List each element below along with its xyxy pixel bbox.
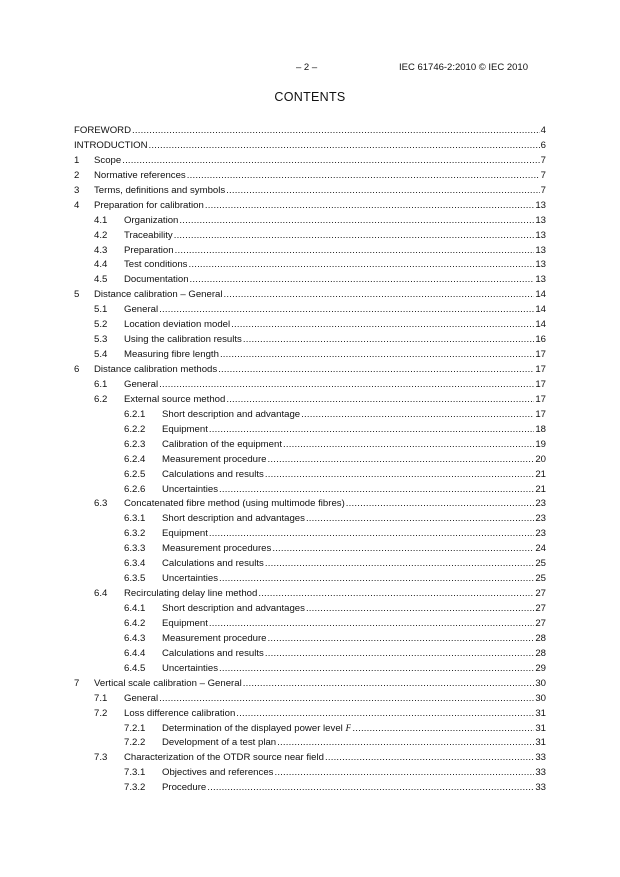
- toc-entry[interactable]: [74, 154, 546, 169]
- toc-entry-label-text: Traceability: [124, 229, 173, 241]
- toc-entry-label-text: INTRODUCTION: [74, 139, 148, 151]
- toc-entry-label[interactable]: [94, 154, 121, 169]
- toc-entry-number: 6.4.5: [124, 662, 146, 674]
- toc-entry-page[interactable]: 13: [535, 259, 546, 271]
- toc-entry[interactable]: [74, 542, 546, 557]
- toc-entry-label-text: Calculations and results: [162, 647, 264, 659]
- toc-entry-page[interactable]: 23: [535, 513, 546, 525]
- toc-entry[interactable]: [74, 199, 546, 214]
- toc-leader-dots: [159, 303, 534, 318]
- toc-entry-number: 4.5: [94, 274, 108, 286]
- toc-entry-page[interactable]: 19: [535, 438, 546, 450]
- toc-entry[interactable]: [74, 288, 546, 303]
- toc-entry-label[interactable]: [94, 199, 204, 214]
- toc-entry-label[interactable]: [162, 662, 218, 677]
- toc-entry-number: 6.3.5: [124, 573, 146, 585]
- toc-leader-dots: [231, 318, 534, 333]
- toc-entry-label-text: Measuring fibre length: [124, 349, 219, 361]
- toc-entry-page[interactable]: 20: [535, 453, 546, 465]
- toc-entry-number: 6.2.1: [124, 408, 146, 420]
- toc-leader-dots: [243, 333, 534, 348]
- toc-entry[interactable]: [74, 438, 546, 453]
- toc-entry-label-text: Scope: [94, 154, 122, 166]
- toc-entry-label-text: Preparation for calibration: [94, 199, 204, 211]
- toc-entry-label[interactable]: [94, 288, 223, 303]
- toc-entry-page[interactable]: 14: [535, 304, 546, 316]
- toc-entry-label-text: Short description and advantages: [162, 603, 305, 614]
- contents-title: CONTENTS: [274, 90, 346, 104]
- toc-entry-number: 7.3: [94, 752, 108, 764]
- toc-entry-number: 6.2.6: [124, 483, 146, 495]
- toc-entry-number: 7.2.2: [124, 737, 146, 749]
- toc-leader-dots: [258, 587, 534, 602]
- toc-entry-label-text: Uncertainties: [162, 573, 218, 585]
- toc-entry-label-text: Objectives and references: [162, 767, 274, 779]
- toc-leader-dots: [159, 692, 534, 707]
- toc-entry-page[interactable]: 31: [535, 737, 546, 749]
- toc-entry-label[interactable]: [162, 542, 271, 557]
- toc-entry-label[interactable]: [124, 497, 345, 512]
- toc-entry-label-text: Terms, definitions and symbols: [94, 184, 226, 196]
- toc-entry[interactable]: [74, 647, 546, 662]
- toc-leader-dots: [265, 468, 534, 483]
- toc-entry[interactable]: [74, 214, 546, 229]
- toc-entry-label[interactable]: [162, 512, 305, 527]
- toc-entry-page[interactable]: 33: [535, 767, 546, 779]
- toc-entry[interactable]: [74, 527, 546, 542]
- toc-entry-page[interactable]: 16: [535, 334, 546, 346]
- toc-entry-number: 7.1: [94, 692, 108, 704]
- toc-entry-page[interactable]: 23: [535, 498, 546, 510]
- toc-entry[interactable]: [74, 258, 546, 273]
- toc-entry[interactable]: [74, 736, 546, 751]
- toc-entry-label[interactable]: [124, 303, 158, 318]
- toc-entry-label[interactable]: [162, 572, 218, 587]
- toc-entry-page[interactable]: 13: [535, 244, 546, 256]
- toc-entry-number: 6.3.3: [124, 543, 146, 555]
- toc-entry-label[interactable]: [74, 124, 131, 139]
- toc-entry[interactable]: [74, 393, 546, 408]
- toc-entry[interactable]: [74, 722, 546, 737]
- toc-leader-dots: [224, 288, 535, 303]
- toc-entry-page[interactable]: 28: [535, 632, 546, 644]
- toc-entry-page[interactable]: 14: [535, 319, 546, 331]
- toc-entry-number: 6.4.3: [124, 632, 146, 644]
- toc-entry-label[interactable]: [162, 527, 208, 542]
- toc-entry-page[interactable]: 23: [535, 528, 546, 540]
- toc-entry-page[interactable]: 29: [535, 662, 546, 674]
- toc-entry-label-text: General: [124, 304, 159, 316]
- toc-entry-label[interactable]: [162, 766, 273, 781]
- toc-entry-label-text: Distance calibration methods: [94, 364, 218, 375]
- toc-entry-label[interactable]: [162, 736, 276, 751]
- toc-leader-dots: [268, 632, 535, 647]
- toc-entry-label-text: Calculations and results: [162, 468, 264, 480]
- toc-entry-number: 1: [74, 154, 80, 166]
- toc-entry-label-text: Using the calibration results: [124, 334, 242, 346]
- toc-entry-label-text: Calculations and results: [162, 558, 264, 570]
- toc-leader-dots: [205, 199, 534, 214]
- toc-entry-label-text: Equipment: [162, 528, 208, 540]
- toc-entry-page[interactable]: 21: [535, 483, 546, 495]
- toc-entry[interactable]: [74, 572, 546, 587]
- toc-entry-number: 4.2: [94, 229, 108, 241]
- toc-entry[interactable]: [74, 408, 546, 423]
- toc-entry-label-text: Documentation: [124, 274, 189, 286]
- toc-entry-page[interactable]: 13: [535, 199, 546, 211]
- toc-leader-dots: [188, 258, 534, 273]
- toc-entry-label-text: Characterization of the OTDR source near field: [124, 752, 324, 764]
- toc-entry-number: 6.4: [94, 588, 108, 600]
- toc-entry-page[interactable]: 27: [535, 603, 546, 614]
- toc-entry-label-text: General: [124, 692, 159, 704]
- toc-entry-label-text: Short description and advantage: [162, 408, 301, 420]
- toc-entry-label-symbol: F: [345, 722, 352, 734]
- toc-leader-dots: [122, 154, 539, 169]
- toc-entry-label-text: Measurement procedure: [162, 453, 267, 465]
- toc-entry-label[interactable]: [124, 273, 189, 288]
- toc-entry-label[interactable]: [162, 453, 267, 468]
- toc-entry-label-text: Measurement procedures: [162, 543, 272, 555]
- toc-entry-page[interactable]: 13: [535, 214, 546, 226]
- toc-entry-page[interactable]: 28: [535, 647, 546, 659]
- toc-entry-label-text: Preparation: [124, 244, 174, 256]
- toc-entry-page[interactable]: 17: [535, 349, 546, 361]
- toc-entry-page[interactable]: 17: [535, 378, 546, 390]
- toc-entry-number: 7.2.1: [124, 722, 146, 734]
- toc-leader-dots: [325, 751, 534, 766]
- toc-entry-number: 6.4.1: [124, 603, 146, 614]
- toc-entry-label-text: General: [124, 378, 159, 390]
- toc-entry[interactable]: [74, 677, 546, 692]
- toc-entry-number: 6.2: [94, 393, 108, 405]
- toc-entry-label[interactable]: [94, 677, 242, 692]
- toc-entry[interactable]: [74, 617, 546, 632]
- toc-leader-dots: [243, 677, 535, 692]
- toc-entry[interactable]: [74, 229, 546, 244]
- toc-entry-number: 6.3: [94, 498, 108, 510]
- toc-leader-dots: [219, 662, 534, 677]
- toc-leader-dots: [174, 229, 535, 244]
- toc-entry-number: 7.3.1: [124, 767, 146, 779]
- toc-entry-label[interactable]: [162, 617, 208, 632]
- toc-entry-page[interactable]: 13: [535, 229, 546, 241]
- toc-entry-page[interactable]: 21: [535, 468, 546, 480]
- toc-entry-label-text: Concatenated fibre method (using multimode fibres): [124, 498, 345, 510]
- toc-entry-label-text: Uncertainties: [162, 483, 218, 495]
- toc-entry-label[interactable]: [124, 318, 230, 333]
- toc-entry[interactable]: [74, 333, 546, 348]
- toc-entry-label[interactable]: [124, 229, 173, 244]
- toc-entry-label[interactable]: [124, 258, 187, 273]
- toc-entry-page[interactable]: 13: [535, 274, 546, 286]
- toc-entry-number: 4.1: [94, 214, 108, 226]
- toc-entry[interactable]: [74, 378, 546, 393]
- toc-entry-page[interactable]: 33: [535, 752, 546, 764]
- toc-entry-number: 4: [74, 199, 80, 211]
- toc-entry-label-text: Short description and advantages: [162, 513, 305, 525]
- toc-entry-number: 7.2: [94, 707, 108, 719]
- toc-entry-page[interactable]: 24: [535, 543, 546, 555]
- toc-entry-number: 5.1: [94, 304, 108, 316]
- toc-entry[interactable]: [74, 184, 546, 199]
- toc-entry-label[interactable]: [94, 184, 225, 199]
- toc-entry-label-text: Normative references: [94, 169, 186, 181]
- toc-leader-dots: [209, 423, 534, 438]
- page-header-number: – 2 –: [296, 62, 318, 73]
- toc-entry-page[interactable]: 7: [540, 169, 546, 181]
- toc-entry-label[interactable]: [94, 169, 186, 184]
- table-of-contents: [74, 124, 546, 796]
- toc-entry-label[interactable]: [94, 363, 217, 378]
- toc-entry-label[interactable]: [124, 333, 242, 348]
- toc-leader-dots: [219, 572, 534, 587]
- toc-entry[interactable]: [74, 169, 546, 184]
- toc-entry-label-text: Development of a test plan: [162, 737, 277, 749]
- toc-entry-number: 6.3.1: [124, 513, 146, 525]
- toc-entry-page[interactable]: 27: [535, 588, 546, 600]
- toc-entry-label[interactable]: [124, 587, 257, 602]
- toc-entry-page[interactable]: 4: [540, 125, 546, 136]
- toc-leader-dots: [277, 736, 534, 751]
- toc-entry-label-text: Organization: [124, 214, 179, 226]
- toc-entry-number: 6.2.5: [124, 468, 146, 480]
- toc-entry-page[interactable]: 25: [535, 558, 546, 570]
- toc-entry-label[interactable]: [162, 602, 305, 617]
- toc-entry-label-text: Uncertainties: [162, 662, 218, 674]
- toc-entry[interactable]: [74, 587, 546, 602]
- toc-entry-label[interactable]: [162, 468, 264, 483]
- toc-entry-label[interactable]: [124, 751, 324, 766]
- toc-leader-dots: [226, 184, 539, 199]
- toc-leader-dots: [272, 542, 534, 557]
- toc-entry-page[interactable]: 25: [535, 573, 546, 585]
- toc-entry-page[interactable]: 30: [535, 677, 546, 689]
- toc-entry-label-text: Determination of the displayed power level: [162, 722, 343, 734]
- toc-leader-dots: [149, 139, 540, 154]
- toc-entry[interactable]: [74, 512, 546, 527]
- page-header-standard: IEC 61746-2:2010 © IEC 2010: [399, 62, 529, 73]
- toc-leader-dots: [268, 453, 535, 468]
- toc-entry-label-text: Location deviation model: [124, 319, 231, 331]
- toc-entry[interactable]: [74, 602, 546, 617]
- toc-leader-dots: [236, 707, 534, 722]
- toc-leader-dots: [187, 169, 540, 184]
- toc-leader-dots: [159, 378, 534, 393]
- toc-entry-label[interactable]: [162, 483, 218, 498]
- toc-leader-dots: [265, 557, 534, 572]
- toc-entry[interactable]: [74, 423, 546, 438]
- toc-entry[interactable]: [74, 468, 546, 483]
- toc-entry-label-text: Recirculating delay line method: [124, 588, 258, 600]
- toc-entry[interactable]: [74, 766, 546, 781]
- toc-entry-page[interactable]: 17: [535, 364, 546, 375]
- toc-entry-page[interactable]: 6: [540, 139, 546, 151]
- toc-leader-dots: [179, 214, 534, 229]
- toc-entry-label[interactable]: [124, 707, 235, 722]
- toc-leader-dots: [207, 781, 534, 796]
- toc-entry-label-text: Procedure: [162, 782, 207, 794]
- toc-entry[interactable]: [74, 557, 546, 572]
- toc-leader-dots: [352, 722, 534, 737]
- toc-entry-label[interactable]: [124, 692, 158, 707]
- toc-leader-dots: [301, 408, 534, 423]
- toc-entry-number: 4.3: [94, 244, 108, 256]
- toc-leader-dots: [274, 766, 534, 781]
- toc-entry-label-text: Loss difference calibration: [124, 707, 236, 719]
- toc-entry[interactable]: [74, 692, 546, 707]
- toc-entry-label-text: External source method: [124, 393, 226, 405]
- toc-entry-label-text: Measurement procedure: [162, 632, 267, 644]
- toc-entry-label[interactable]: [124, 378, 158, 393]
- toc-entry-label[interactable]: [124, 214, 178, 229]
- toc-entry-label[interactable]: [162, 438, 282, 453]
- toc-entry-label[interactable]: [162, 408, 300, 423]
- toc-entry-label-text: Test conditions: [124, 259, 188, 271]
- toc-entry-label[interactable]: [162, 557, 264, 572]
- toc-entry-page[interactable]: 18: [535, 423, 546, 435]
- toc-entry[interactable]: [74, 751, 546, 766]
- toc-leader-dots: [218, 363, 534, 378]
- toc-entry[interactable]: [74, 453, 546, 468]
- toc-leader-dots: [226, 393, 534, 408]
- toc-leader-dots: [132, 124, 540, 139]
- toc-entry-number: 6.4.4: [124, 647, 146, 659]
- toc-entry[interactable]: [74, 497, 546, 512]
- toc-entry-number: 6.2.2: [124, 423, 146, 435]
- toc-leader-dots: [220, 348, 534, 363]
- toc-entry-label[interactable]: [162, 647, 264, 662]
- toc-entry[interactable]: [74, 781, 546, 796]
- toc-entry[interactable]: [74, 363, 546, 378]
- toc-entry-page[interactable]: 27: [535, 617, 546, 629]
- toc-entry-page[interactable]: 7: [540, 154, 546, 166]
- toc-leader-dots: [209, 527, 534, 542]
- toc-leader-dots: [283, 438, 534, 453]
- toc-entry[interactable]: [74, 662, 546, 677]
- toc-entry[interactable]: [74, 139, 546, 154]
- toc-entry[interactable]: [74, 273, 546, 288]
- toc-entry[interactable]: [74, 303, 546, 318]
- toc-entry[interactable]: [74, 483, 546, 498]
- toc-entry-label-text: Vertical scale calibration – General: [94, 677, 242, 689]
- toc-entry[interactable]: [74, 244, 546, 259]
- toc-entry-page[interactable]: 17: [535, 393, 546, 405]
- toc-entry-label-text: Distance calibration – General: [94, 289, 223, 301]
- toc-entry-page[interactable]: 7: [540, 184, 546, 196]
- toc-entry-label[interactable]: [124, 348, 219, 363]
- toc-leader-dots: [265, 647, 534, 662]
- toc-entry-page[interactable]: 33: [535, 782, 546, 794]
- toc-entry[interactable]: [74, 707, 546, 722]
- toc-entry-number: 6.1: [94, 378, 108, 390]
- toc-entry[interactable]: [74, 632, 546, 647]
- toc-entry-number: 6.3.4: [124, 558, 146, 570]
- toc-entry-page[interactable]: 31: [535, 707, 546, 719]
- toc-entry-label[interactable]: [162, 423, 208, 438]
- toc-entry-label[interactable]: [162, 722, 351, 737]
- toc-entry-number: 6.3.2: [124, 528, 146, 540]
- toc-entry-number: 7: [74, 677, 80, 689]
- toc-entry-number: 5.2: [94, 319, 108, 331]
- toc-entry-number: 7.3.2: [124, 782, 146, 794]
- toc-entry-label-text: Calibration of the equipment: [162, 438, 282, 450]
- toc-entry-label[interactable]: [162, 781, 206, 796]
- toc-entry-page[interactable]: 31: [535, 722, 546, 734]
- toc-entry-number: 2: [74, 169, 80, 181]
- toc-leader-dots: [175, 244, 535, 259]
- toc-entry-number: 6: [74, 364, 80, 375]
- toc-entry[interactable]: [74, 124, 546, 139]
- toc-entry[interactable]: [74, 318, 546, 333]
- toc-leader-dots: [190, 273, 535, 288]
- toc-entry-label[interactable]: [162, 632, 267, 647]
- toc-entry-label[interactable]: [124, 244, 174, 259]
- toc-leader-dots: [306, 512, 534, 527]
- toc-leader-dots: [209, 617, 534, 632]
- toc-entry-label-text: Equipment: [162, 617, 208, 629]
- toc-entry-number: 6.2.4: [124, 453, 146, 465]
- toc-leader-dots: [306, 602, 534, 617]
- toc-entry-label-text: Equipment: [162, 423, 208, 435]
- toc-entry-label-text: FOREWORD: [74, 125, 132, 136]
- toc-entry-number: 5: [74, 289, 80, 301]
- toc-leader-dots: [346, 497, 535, 512]
- toc-leader-dots: [219, 483, 534, 498]
- toc-entry-label[interactable]: [74, 139, 148, 154]
- toc-entry-page[interactable]: 14: [535, 289, 546, 301]
- toc-entry-number: 3: [74, 184, 80, 196]
- toc-entry-number: 6.4.2: [124, 617, 146, 629]
- toc-entry-page[interactable]: 17: [535, 408, 546, 420]
- toc-entry-number: 4.4: [94, 259, 108, 271]
- toc-entry-page[interactable]: 30: [535, 692, 546, 704]
- toc-entry-number: 6.2.3: [124, 438, 146, 450]
- toc-entry-number: 5.3: [94, 334, 108, 346]
- toc-entry[interactable]: [74, 348, 546, 363]
- toc-entry-label[interactable]: [124, 393, 225, 408]
- toc-entry-number: 5.4: [94, 349, 108, 361]
